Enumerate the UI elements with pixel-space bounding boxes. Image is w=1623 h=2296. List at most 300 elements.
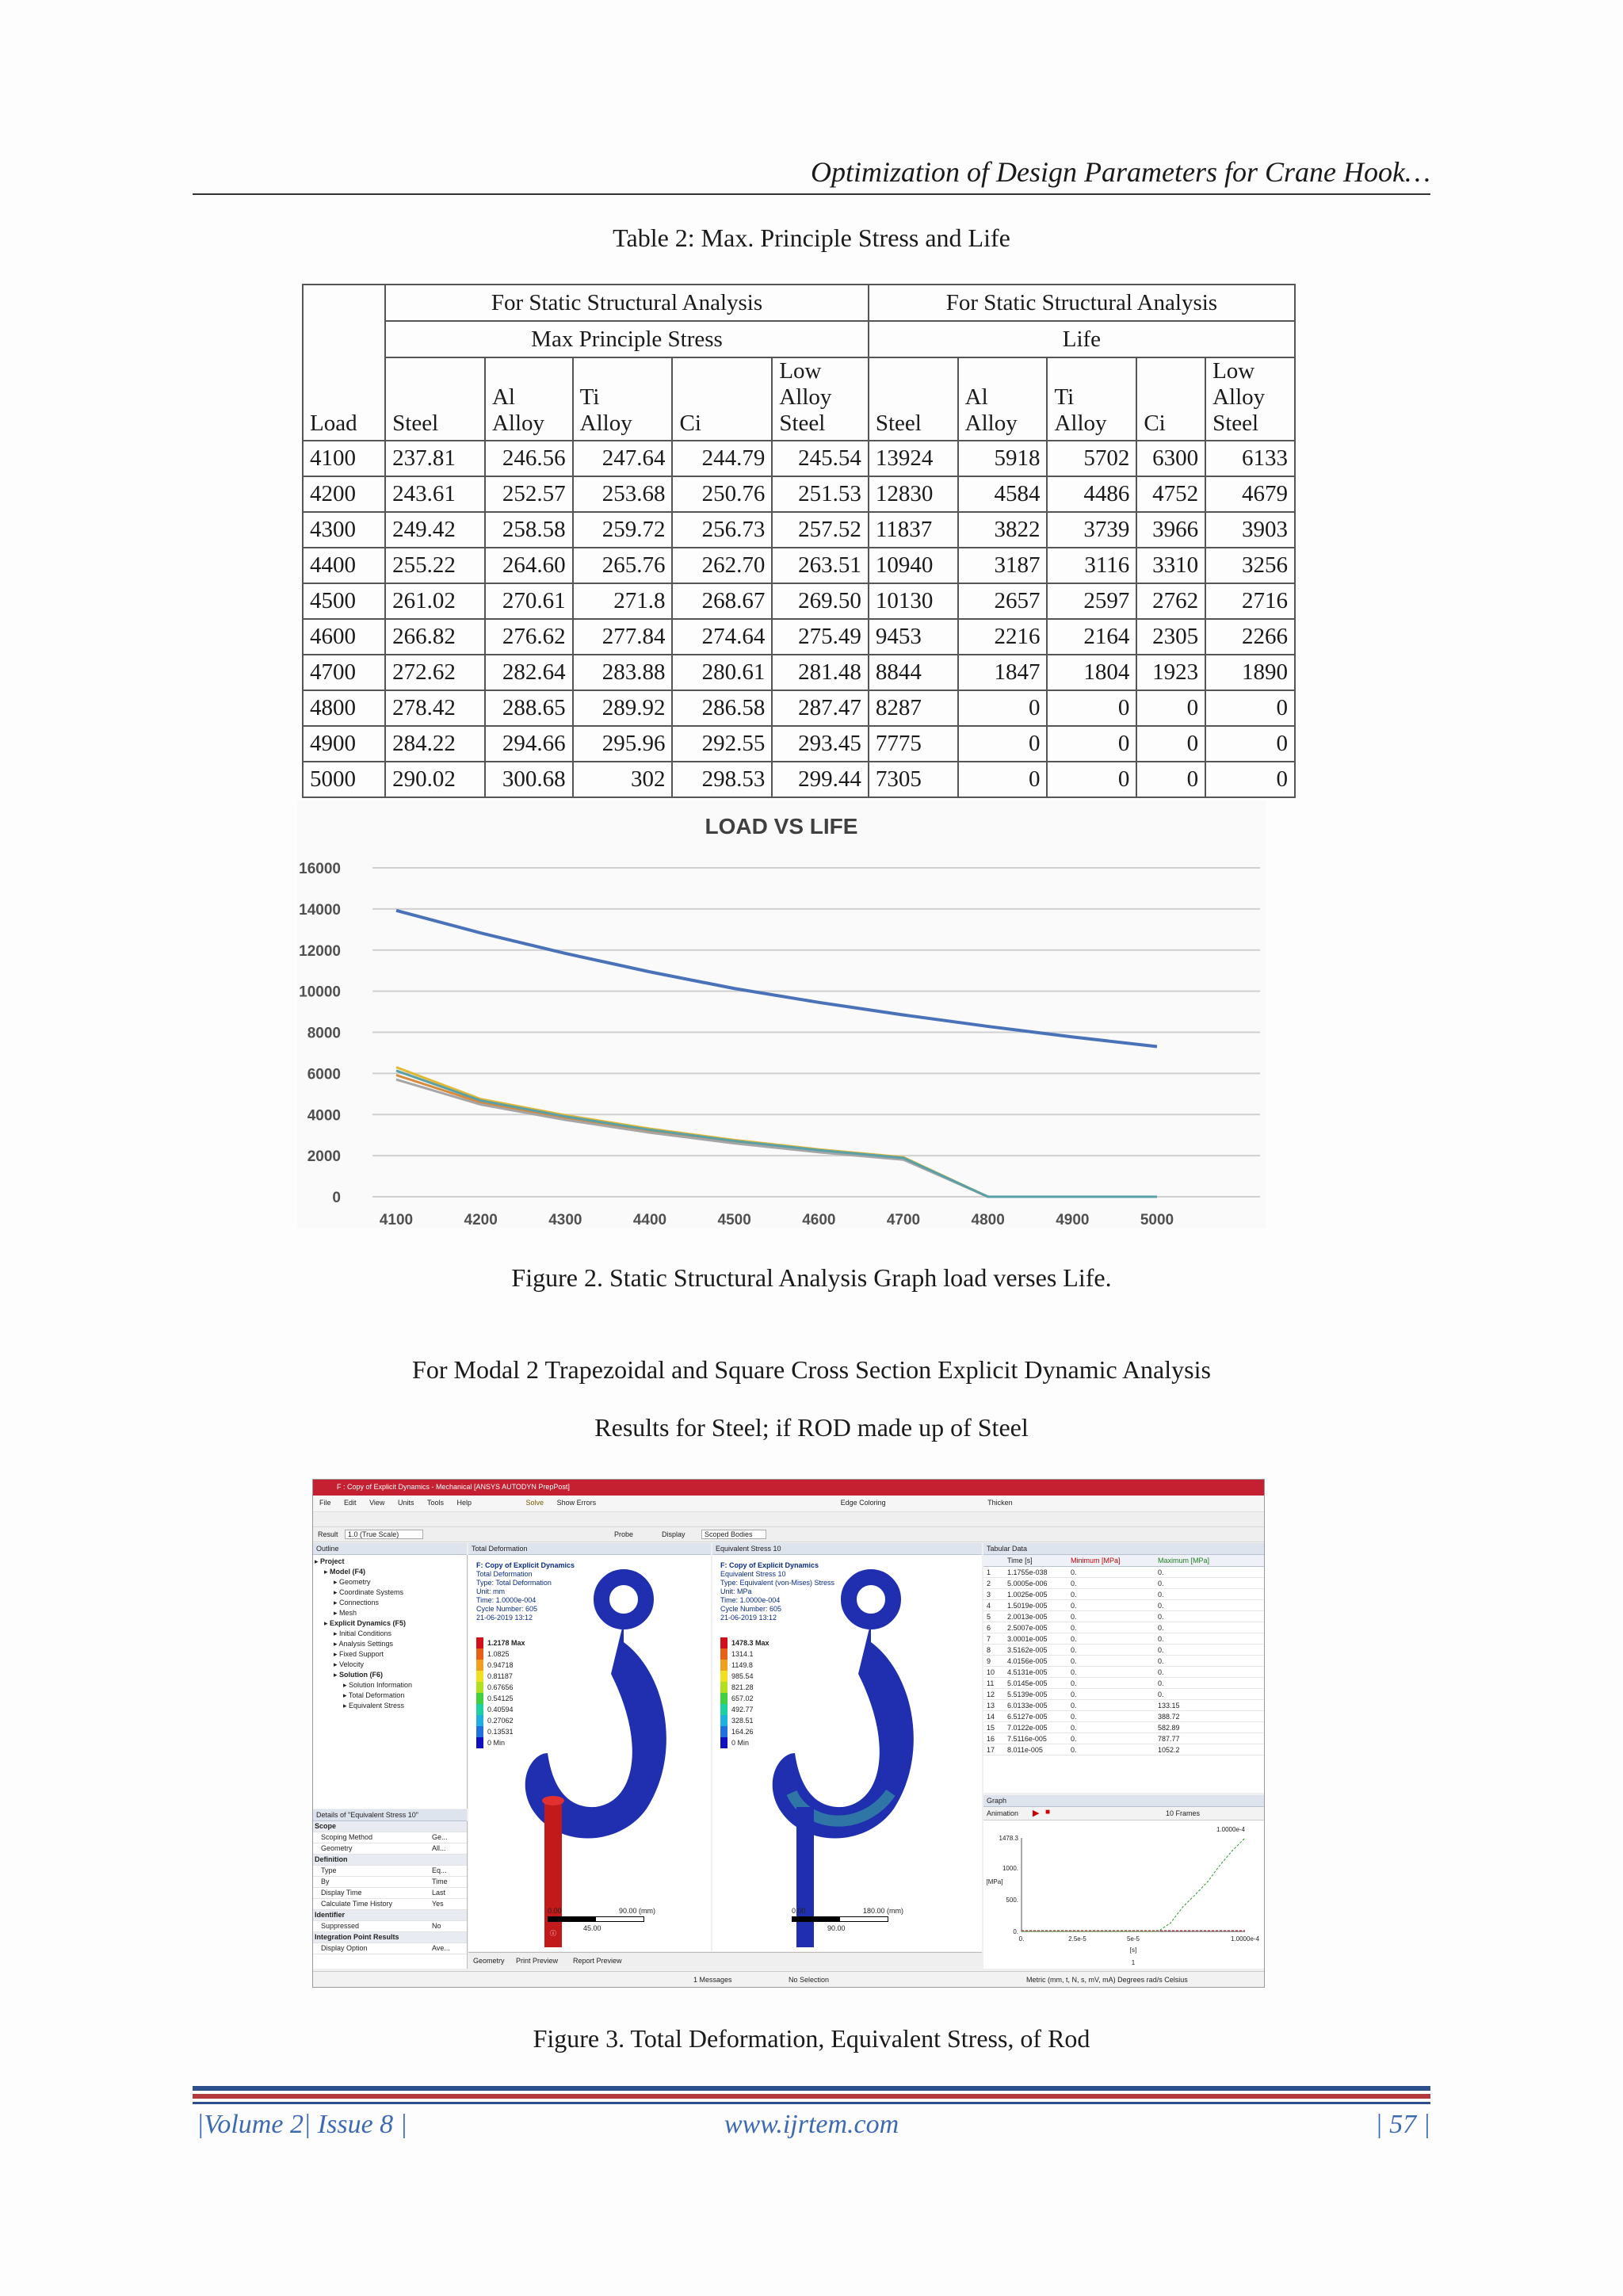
- table-cell: 258.58: [485, 512, 573, 548]
- play-icon[interactable]: ▶: [1033, 1809, 1040, 1818]
- table-cell: 245.54: [772, 441, 869, 476]
- table-row: [303, 690, 1295, 726]
- outline-tree-item[interactable]: ▸ Initial Conditions: [334, 1629, 392, 1637]
- left-scale-bar: [548, 1916, 644, 1922]
- table-cell: 272.62: [385, 655, 485, 690]
- tabular-data-rows: [983, 1567, 1264, 1755]
- tabular-cell: 2.5007e-005: [1007, 1624, 1048, 1632]
- chart-x-tick-label: 4200: [464, 1212, 498, 1228]
- animation-label: Animation: [987, 1809, 1019, 1817]
- outline-tree-item[interactable]: ▸ Solution (F6): [334, 1671, 384, 1679]
- viewport-info-line: 21-06-2019 13:12: [720, 1614, 777, 1622]
- tabular-cell: 0.: [1071, 1713, 1077, 1721]
- svg-text:ⓘ: ⓘ: [550, 1930, 556, 1937]
- table-cell: 3966: [1136, 512, 1205, 548]
- viewport-info-line: Cycle Number: 605: [720, 1605, 782, 1613]
- tabular-row: [983, 1622, 1264, 1633]
- table-cell: 5702: [1047, 441, 1136, 476]
- graph-y-tick: 0.: [1013, 1928, 1018, 1935]
- table-column-header: Low Alloy Steel: [1205, 357, 1295, 441]
- tabular-cell: 0.: [1071, 1702, 1077, 1710]
- tabular-cell: 8.011e-005: [1007, 1746, 1043, 1754]
- table-cell: 3310: [1136, 548, 1205, 583]
- details-key: Display Time: [321, 1889, 362, 1897]
- tab-report-preview[interactable]: Report Preview: [573, 1957, 622, 1965]
- table-cell: 286.58: [672, 690, 772, 726]
- details-key: Display Option: [321, 1944, 368, 1952]
- table-cell: 0: [1136, 762, 1205, 797]
- table-cell: 302: [573, 762, 673, 797]
- table-column-header: Al Alloy: [485, 357, 573, 441]
- table-cell: 12830: [869, 476, 958, 512]
- table-row: [303, 726, 1295, 762]
- details-value: Yes: [432, 1900, 444, 1908]
- right-scale-start: 0.00: [792, 1907, 806, 1915]
- menu-edit[interactable]: Edit: [344, 1499, 357, 1507]
- table-row: [303, 655, 1295, 690]
- table-cell: 2266: [1205, 619, 1295, 655]
- tabular-cell: 0.: [1071, 1735, 1077, 1743]
- table-caption: Table 2: Max. Principle Stress and Life: [613, 223, 1010, 252]
- table-cell: 0: [958, 762, 1048, 797]
- tabular-cell: 16: [987, 1735, 995, 1743]
- table-cell: 253.68: [573, 476, 673, 512]
- tabular-cell: 8: [987, 1646, 991, 1654]
- table-cell: 268.67: [672, 583, 772, 619]
- tabular-cell: 0.: [1158, 1690, 1164, 1698]
- legend-value: 0.81187: [487, 1672, 513, 1680]
- viewport-info-line: Time: 1.0000e-004: [476, 1596, 537, 1604]
- tabular-cell: 6: [987, 1624, 991, 1632]
- outline-tree-item[interactable]: ▸ Analysis Settings: [334, 1640, 394, 1648]
- tabular-cell: 0.: [1158, 1624, 1164, 1632]
- table-cell: 3116: [1047, 548, 1136, 583]
- tab-geometry[interactable]: Geometry: [473, 1957, 505, 1965]
- table-corner: [303, 321, 385, 357]
- tabular-cell: 4: [987, 1602, 991, 1610]
- table-cell: 2164: [1047, 619, 1136, 655]
- table-cell: 6300: [1136, 441, 1205, 476]
- legend-value: 0 Min: [487, 1739, 506, 1747]
- table-row: [303, 762, 1295, 797]
- result-scale-select[interactable]: 1.0 (True Scale): [345, 1530, 423, 1539]
- details-value: Time: [432, 1878, 448, 1885]
- details-panel: [313, 1821, 468, 1969]
- legend-value: 1314.1: [731, 1650, 754, 1658]
- outline-tree-item[interactable]: ▸ Fixed Support: [334, 1650, 384, 1658]
- solve-button[interactable]: Solve: [525, 1499, 544, 1507]
- graph-y-tick: 500.: [1006, 1897, 1018, 1904]
- tabular-cell: 0.: [1071, 1746, 1077, 1754]
- toolbar-row-2: [313, 1527, 1264, 1542]
- total-deformation-viewport[interactable]: [468, 1555, 711, 1951]
- table-cell: 4752: [1136, 476, 1205, 512]
- body-text-line1: For Modal 2 Trapezoidal and Square Cross Section Explicit Dynamic Analysis: [412, 1355, 1211, 1384]
- table-cell: 247.64: [573, 441, 673, 476]
- table-cell: 261.02: [385, 583, 485, 619]
- details-row: [313, 1855, 467, 1866]
- chart-y-tick-label: 2000: [307, 1148, 341, 1166]
- chart-x-tick-label: 4300: [548, 1212, 582, 1228]
- chart-x-tick-label: 4100: [379, 1212, 414, 1228]
- table-cell: 4200: [303, 476, 385, 512]
- tabular-cell: 5.0145e-005: [1007, 1679, 1048, 1687]
- tab-equivalent-stress[interactable]: Equivalent Stress 10: [712, 1543, 982, 1555]
- table-cell: 0: [958, 690, 1048, 726]
- details-row: [313, 1832, 467, 1843]
- table-cell: 252.57: [485, 476, 573, 512]
- tabular-row: [983, 1589, 1264, 1600]
- table-cell: 294.66: [485, 726, 573, 762]
- tabular-cell: 0.: [1158, 1668, 1164, 1676]
- header-rule: [193, 193, 1430, 195]
- outline-tree-item[interactable]: ▸ Total Deformation: [343, 1691, 405, 1699]
- table-cell: 256.73: [672, 512, 772, 548]
- tab-total-deformation[interactable]: Total Deformation: [468, 1543, 711, 1555]
- tabular-cell: 13: [987, 1702, 995, 1710]
- details-value: Ave...: [432, 1944, 450, 1952]
- footer-rule: [193, 2086, 1430, 2091]
- viewport-info-line: F: Copy of Explicit Dynamics: [720, 1561, 819, 1569]
- tabular-cell: 5.5139e-005: [1007, 1690, 1048, 1698]
- footer-website[interactable]: www.ijrtem.com: [724, 2110, 899, 2139]
- table-cell: 4584: [958, 476, 1048, 512]
- table-cell: 4900: [303, 726, 385, 762]
- details-key: Suppressed: [321, 1922, 360, 1930]
- chart-x-tick-label: 5000: [1140, 1212, 1174, 1228]
- tabular-cell: 1.0025e-005: [1007, 1591, 1048, 1599]
- table-cell: 277.84: [573, 619, 673, 655]
- graph-panel: [983, 1807, 1264, 1969]
- tabular-column-header: Maximum [MPa]: [1158, 1557, 1210, 1564]
- table-cell: 0: [1205, 726, 1295, 762]
- table-cell: 5918: [958, 441, 1048, 476]
- legend-value: 0.13531: [487, 1728, 514, 1736]
- tabular-row: [983, 1700, 1264, 1711]
- table-column-header: Low Alloy Steel: [772, 357, 869, 441]
- details-row: [313, 1888, 467, 1899]
- right-scale-end: 180.00 (mm): [863, 1907, 904, 1915]
- details-key: Definition: [315, 1855, 348, 1863]
- table-cell: 10130: [869, 583, 958, 619]
- table-cell: 255.22: [385, 548, 485, 583]
- legend-value: 0 Min: [731, 1739, 750, 1747]
- chart-svg: [297, 800, 1266, 1228]
- chart-series-line: [396, 1071, 1157, 1197]
- tabular-cell: 2.0013e-005: [1007, 1613, 1048, 1621]
- table-row: [303, 619, 1295, 655]
- stop-icon[interactable]: ■: [1045, 1808, 1051, 1817]
- outline-tree-item[interactable]: ▸ Project: [315, 1557, 345, 1565]
- outline-panel: [313, 1555, 468, 1809]
- table-cell: 2305: [1136, 619, 1205, 655]
- table-cell: 278.42: [385, 690, 485, 726]
- status-messages[interactable]: 1 Messages: [693, 1976, 732, 1984]
- tabular-cell: 0.: [1071, 1646, 1077, 1654]
- tabular-cell: 7: [987, 1635, 991, 1643]
- chart-series-line: [396, 1075, 1157, 1197]
- details-value: No: [432, 1922, 441, 1930]
- outline-panel-header: Outline: [313, 1543, 467, 1555]
- tabular-cell: 6.5127e-005: [1007, 1713, 1048, 1721]
- outline-tree-item[interactable]: ▸ Coordinate Systems: [334, 1588, 404, 1596]
- menu-file[interactable]: File: [319, 1499, 331, 1507]
- outline-tree: [315, 1557, 441, 1711]
- table-cell: 270.61: [485, 583, 573, 619]
- graph-y-tick: 1000.: [1002, 1865, 1018, 1873]
- tabular-cell: 1.5019e-005: [1007, 1602, 1048, 1610]
- table-cell: 4700: [303, 655, 385, 690]
- tabular-cell: 0.: [1071, 1602, 1077, 1610]
- details-key: Integration Point Results: [315, 1933, 399, 1941]
- table-row: [303, 441, 1295, 476]
- legend-value: 657.02: [731, 1694, 754, 1702]
- footer-rule-red: [193, 2094, 1430, 2099]
- right-scale-bar: [792, 1916, 888, 1922]
- details-value: Eq...: [432, 1866, 447, 1874]
- tabular-data-panel: [983, 1555, 1264, 1793]
- tabular-cell: 0.: [1071, 1657, 1077, 1665]
- tabular-cell: 5.0005e-006: [1007, 1580, 1048, 1587]
- table-cell: 1890: [1205, 655, 1295, 690]
- details-value: Ge...: [432, 1833, 448, 1841]
- table-cell: 282.64: [485, 655, 573, 690]
- frames-select[interactable]: 10 Frames: [1166, 1809, 1201, 1817]
- tabular-cell: 1: [987, 1568, 991, 1576]
- legend-value: 1.2178 Max: [487, 1639, 525, 1647]
- graph-time-label: 1.0000e-4: [1216, 1826, 1245, 1833]
- tabular-cell: 0.: [1071, 1613, 1077, 1621]
- tabular-cell: 4.0156e-005: [1007, 1657, 1048, 1665]
- tabular-cell: 582.89: [1158, 1724, 1180, 1732]
- status-selection: No Selection: [789, 1976, 830, 1984]
- table-cell: 0: [958, 726, 1048, 762]
- viewport-info-line: Time: 1.0000e-004: [720, 1596, 781, 1604]
- table-column-header-row: [303, 357, 1295, 441]
- table-cell: 4800: [303, 690, 385, 726]
- table-cell: 251.53: [772, 476, 869, 512]
- table-cell: 293.45: [772, 726, 869, 762]
- tabular-data-columns: [983, 1555, 1264, 1567]
- details-key: Identifier: [315, 1911, 346, 1919]
- tabular-cell: 15: [987, 1724, 995, 1732]
- outline-tree-item[interactable]: ▸ Solution Information: [343, 1681, 413, 1689]
- outline-tree-item[interactable]: ▸ Model (F4): [324, 1568, 366, 1576]
- tabular-cell: 3: [987, 1591, 991, 1599]
- table-group-header: For Static Structural Analysis: [869, 285, 1295, 321]
- tabular-cell: 12: [987, 1690, 995, 1698]
- table-group-header: For Static Structural Analysis: [385, 285, 869, 321]
- running-header: Optimization of Design Parameters for Crane Hook…: [811, 156, 1430, 188]
- legend-value: 821.28: [731, 1683, 754, 1691]
- tabular-cell: 0.: [1158, 1657, 1164, 1665]
- figure2-caption: Figure 2. Static Structural Analysis Graph load verses Life.: [511, 1263, 1112, 1292]
- viewport-info-line: F: Copy of Explicit Dynamics: [476, 1561, 575, 1569]
- tabular-cell: 7.0122e-005: [1007, 1724, 1048, 1732]
- details-value: All...: [432, 1844, 446, 1852]
- tabular-row: [983, 1689, 1264, 1700]
- table-stress-life: [302, 284, 1296, 798]
- tabular-column-header: Time [s]: [1007, 1557, 1033, 1564]
- graph-y-tick: 1478.3: [999, 1835, 1018, 1842]
- equivalent-stress-viewport[interactable]: [712, 1555, 982, 1951]
- legend-value: 492.77: [731, 1706, 754, 1713]
- outline-tree-item[interactable]: ▸ Connections: [334, 1599, 380, 1606]
- chart-y-tick-label: 0: [332, 1190, 341, 1206]
- tabular-row: [983, 1656, 1264, 1667]
- figure3-caption: Figure 3. Total Deformation, Equivalent Stress, of Rod: [533, 2024, 1090, 2053]
- table-cell: 0: [1047, 726, 1136, 762]
- graph-x-axis-label: [s]: [1129, 1946, 1137, 1954]
- tabular-cell: 2: [987, 1580, 991, 1587]
- tabular-cell: 787.77: [1158, 1735, 1180, 1743]
- table-cell: 287.47: [772, 690, 869, 726]
- menu-view[interactable]: View: [369, 1499, 385, 1507]
- table-cell: 4600: [303, 619, 385, 655]
- table-column-header: Ci: [1136, 357, 1205, 441]
- table-cell: 5000: [303, 762, 385, 797]
- table-subgroup-header: Life: [869, 321, 1295, 357]
- legend-value: 985.54: [731, 1672, 754, 1680]
- table-cell: 266.82: [385, 619, 485, 655]
- chart-series-line: [396, 1079, 1157, 1197]
- tabular-cell: 0.: [1071, 1635, 1077, 1643]
- tabular-cell: 0.: [1071, 1679, 1077, 1687]
- tabular-cell: 0.: [1071, 1668, 1077, 1676]
- scoped-bodies-select[interactable]: Scoped Bodies: [701, 1530, 766, 1539]
- table-cell: 8844: [869, 655, 958, 690]
- tabular-cell: 11: [987, 1679, 995, 1687]
- legend-value: 164.26: [731, 1728, 754, 1736]
- table-group-row: [303, 285, 1295, 321]
- tabular-row: [983, 1667, 1264, 1678]
- load-vs-life-chart: [297, 800, 1266, 1228]
- table-subgroup-row: [303, 321, 1295, 357]
- table-cell: 244.79: [672, 441, 772, 476]
- table-column-header: Steel: [869, 357, 958, 441]
- graph-x-tick: 1.0000e-4: [1230, 1935, 1260, 1943]
- table-cell: 0: [1136, 726, 1205, 762]
- show-errors-button[interactable]: Show Errors: [556, 1499, 597, 1507]
- table-column-header: Steel: [385, 357, 485, 441]
- tabular-cell: 5: [987, 1613, 991, 1621]
- table-cell: 1923: [1136, 655, 1205, 690]
- chart-x-tick-label: 4600: [802, 1212, 836, 1228]
- legend-value: 0.27062: [487, 1717, 514, 1725]
- details-key: Calculate Time History: [321, 1900, 393, 1908]
- graph-x-tick: 5e-5: [1126, 1935, 1140, 1943]
- thicken-button[interactable]: Thicken: [987, 1499, 1013, 1507]
- table-cell: 4300: [303, 512, 385, 548]
- tabular-cell: 3.0001e-005: [1007, 1635, 1048, 1643]
- details-row: [313, 1866, 467, 1877]
- status-bar: [313, 1971, 1264, 1988]
- window-title: F : Copy of Explicit Dynamics - Mechanical [ANSYS AUTODYN PrepPost]: [337, 1483, 570, 1491]
- tab-print-preview[interactable]: Print Preview: [516, 1957, 559, 1965]
- footer-rule-thin: [193, 2102, 1430, 2104]
- tabular-row: [983, 1567, 1264, 1578]
- chart-x-tick-label: 4900: [1056, 1212, 1090, 1228]
- table-cell: 4400: [303, 548, 385, 583]
- window-titlebar: [313, 1480, 1264, 1496]
- details-row: [313, 1843, 467, 1855]
- chart-x-tick-label: 4800: [971, 1212, 1005, 1228]
- tabular-row: [983, 1722, 1264, 1733]
- table-cell: 13924: [869, 441, 958, 476]
- table-cell: 6133: [1205, 441, 1295, 476]
- table-cell: 269.50: [772, 583, 869, 619]
- tabular-row: [983, 1744, 1264, 1755]
- tabular-cell: 7.5116e-005: [1007, 1735, 1047, 1743]
- toolbar-row-1: [313, 1512, 1264, 1527]
- table-cell: 0: [1136, 690, 1205, 726]
- outline-tree-item[interactable]: ▸ Explicit Dynamics (F5): [324, 1619, 407, 1627]
- probe-button[interactable]: Probe: [614, 1530, 634, 1538]
- table-cell: 276.62: [485, 619, 573, 655]
- menu-units[interactable]: Units: [397, 1499, 414, 1507]
- outline-tree-item[interactable]: ▸ Geometry: [334, 1578, 371, 1586]
- edge-coloring-button[interactable]: Edge Coloring: [840, 1499, 886, 1507]
- tabular-cell: 0.: [1158, 1568, 1164, 1576]
- table-body: [303, 441, 1295, 797]
- tabular-row: [983, 1578, 1264, 1589]
- chart-y-tick-label: 14000: [299, 901, 341, 919]
- table-cell: 288.65: [485, 690, 573, 726]
- outline-tree-item[interactable]: ▸ Equivalent Stress: [343, 1702, 405, 1710]
- chart-y-tick-label: 16000: [299, 861, 341, 877]
- details-row: [313, 1877, 467, 1888]
- details-row: [313, 1921, 467, 1932]
- tabular-row: [983, 1600, 1264, 1611]
- table-cell: 3822: [958, 512, 1048, 548]
- legend-value: 328.51: [731, 1717, 754, 1725]
- table-column-header: Ti Alloy: [573, 357, 673, 441]
- table-cell: 289.92: [573, 690, 673, 726]
- footer-page-number: | 57 |: [1375, 2110, 1430, 2139]
- menu-tools[interactable]: Tools: [426, 1499, 444, 1507]
- tabular-cell: 1.1755e-038: [1007, 1568, 1048, 1576]
- tabular-cell: 3.5162e-005: [1007, 1646, 1048, 1654]
- table-row: [303, 583, 1295, 619]
- viewport-info-line: 21-06-2019 13:12: [476, 1614, 533, 1622]
- tabular-row: [983, 1633, 1264, 1645]
- tabular-cell: 9: [987, 1657, 991, 1665]
- table-cell: 265.76: [573, 548, 673, 583]
- outline-tree-item[interactable]: ▸ Velocity: [334, 1660, 365, 1668]
- table-cell: 11837: [869, 512, 958, 548]
- details-row: [313, 1932, 467, 1943]
- graph-header: Graph: [983, 1795, 1264, 1807]
- bottom-tab-strip: [468, 1952, 982, 1970]
- outline-tree-item[interactable]: ▸ Mesh: [334, 1609, 357, 1617]
- graph-x-tick: 2.5e-5: [1068, 1935, 1086, 1943]
- table-cell: 275.49: [772, 619, 869, 655]
- table-cell: 4500: [303, 583, 385, 619]
- table-cell: 2716: [1205, 583, 1295, 619]
- tabular-cell: 0.: [1071, 1580, 1077, 1587]
- tabular-cell: 133.15: [1158, 1702, 1180, 1710]
- menu-help[interactable]: Help: [456, 1499, 472, 1507]
- tabular-row: [983, 1611, 1264, 1622]
- details-row: [313, 1821, 467, 1832]
- chart-y-tick-label: 12000: [299, 942, 341, 960]
- tabular-cell: 0.: [1158, 1635, 1164, 1643]
- table-cell: 8287: [869, 690, 958, 726]
- table-cell: 7775: [869, 726, 958, 762]
- table-cell: 3256: [1205, 548, 1295, 583]
- details-key: Geometry: [321, 1844, 353, 1852]
- table-row: [303, 476, 1295, 512]
